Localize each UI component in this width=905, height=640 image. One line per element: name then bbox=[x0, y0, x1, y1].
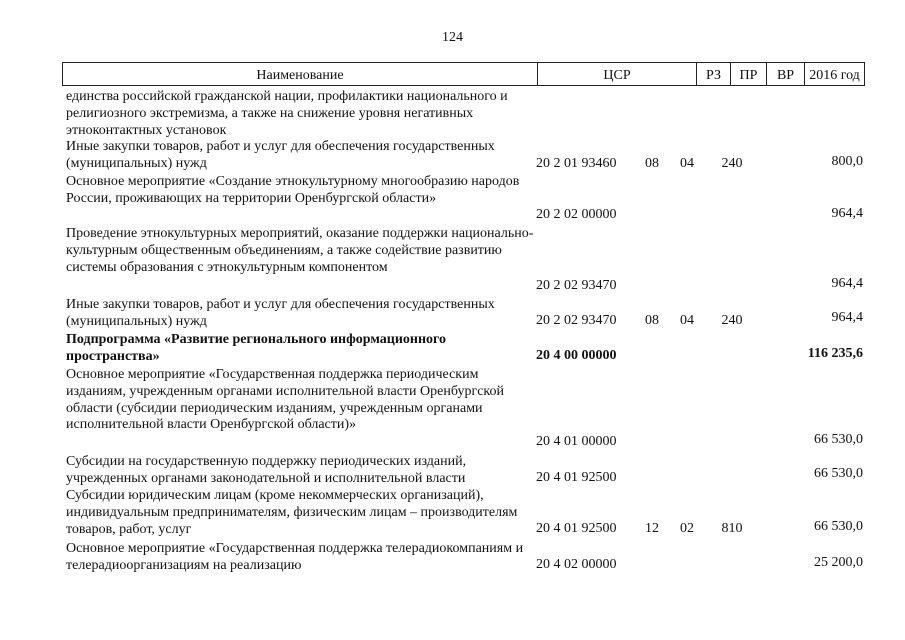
row-rz: 08 bbox=[645, 156, 659, 171]
row-vr: 810 bbox=[721, 521, 743, 536]
row-csr: 20 4 01 92500 bbox=[536, 470, 617, 485]
row-amount: 964,4 bbox=[831, 206, 863, 221]
row-amount: 800,0 bbox=[831, 154, 863, 169]
row-csr: 20 4 00 00000 bbox=[536, 348, 617, 363]
header-rz: РЗ bbox=[706, 68, 721, 83]
row-vr: 240 bbox=[721, 156, 743, 171]
table-header bbox=[62, 62, 865, 86]
row-name: Основное мероприятие «Государственная поддержка периодическим изданиям, учрежденным органами исполнительной власти Оренбургской области (субсидии периодическим изданиям, учрежденным органами исполнительной власти Оренбургской области)» bbox=[66, 367, 504, 433]
row-pr: 04 bbox=[680, 156, 694, 171]
row-amount: 116 235,6 bbox=[807, 346, 863, 361]
row-vr: 240 bbox=[721, 313, 743, 328]
row-name: единства российской гражданской нации, профилактики национального и религиозного экстремизма, а также на снижение уровня негативных этноконтактных установок bbox=[66, 89, 508, 138]
row-name: Проведение этнокультурных мероприятий, оказание поддержки национально-культурным общественным объединениям, а также содействие развитию системы образования с этнокультурным компонентом bbox=[66, 226, 534, 275]
row-csr: 20 2 02 93470 bbox=[536, 313, 617, 328]
row-csr: 20 2 02 93470 bbox=[536, 278, 617, 293]
row-csr: 20 4 02 00000 bbox=[536, 557, 617, 572]
row-pr: 02 bbox=[680, 521, 694, 536]
row-amount: 66 530,0 bbox=[814, 519, 863, 534]
header-pr: ПР bbox=[739, 68, 758, 83]
row-pr: 04 bbox=[680, 313, 694, 328]
row-csr: 20 2 02 00000 bbox=[536, 207, 617, 222]
header-vr: ВР bbox=[776, 68, 795, 83]
header-csr: ЦСР bbox=[603, 68, 631, 83]
header-name: Наименование bbox=[256, 68, 344, 83]
page-number: 124 bbox=[442, 30, 463, 45]
row-name: Основное мероприятие «Создание этнокультурному многообразию народов России, проживающих на территории Оренбургской области» bbox=[66, 174, 520, 206]
row-amount: 66 530,0 bbox=[814, 466, 863, 481]
row-rz: 12 bbox=[645, 521, 659, 536]
row-rz: 08 bbox=[645, 313, 659, 328]
row-name: Субсидии на государственную поддержку периодических изданий, учрежденных органами законодательной и исполнительной власти bbox=[66, 454, 467, 486]
row-amount: 25 200,0 bbox=[814, 555, 863, 570]
row-csr: 20 4 01 92500 bbox=[536, 521, 617, 536]
row-csr: 20 4 01 00000 bbox=[536, 434, 617, 449]
row-name: Основное мероприятие «Государственная поддержка телерадиокомпаниям и телерадиоорганизациям на реализацию bbox=[66, 541, 524, 573]
row-amount: 66 530,0 bbox=[814, 432, 863, 447]
row-amount: 964,4 bbox=[831, 310, 863, 325]
row-name: Иные закупки товаров, работ и услуг для обеспечения государственных (муниципальных) нужд bbox=[66, 297, 495, 329]
row-amount: 964,4 bbox=[831, 276, 863, 291]
row-name: Подпрограмма «Развитие регионального информационного пространства» bbox=[66, 332, 447, 364]
row-csr: 20 2 01 93460 bbox=[536, 156, 617, 171]
header-year: 2016 год bbox=[809, 68, 860, 83]
row-name: Иные закупки товаров, работ и услуг для обеспечения государственных (муниципальных) нужд bbox=[66, 139, 495, 171]
row-name: Субсидии юридическим лицам (кроме некоммерческих организаций), индивидуальным предпринимателям, физическим лицам – производителям товаров, работ, услуг bbox=[66, 488, 518, 537]
